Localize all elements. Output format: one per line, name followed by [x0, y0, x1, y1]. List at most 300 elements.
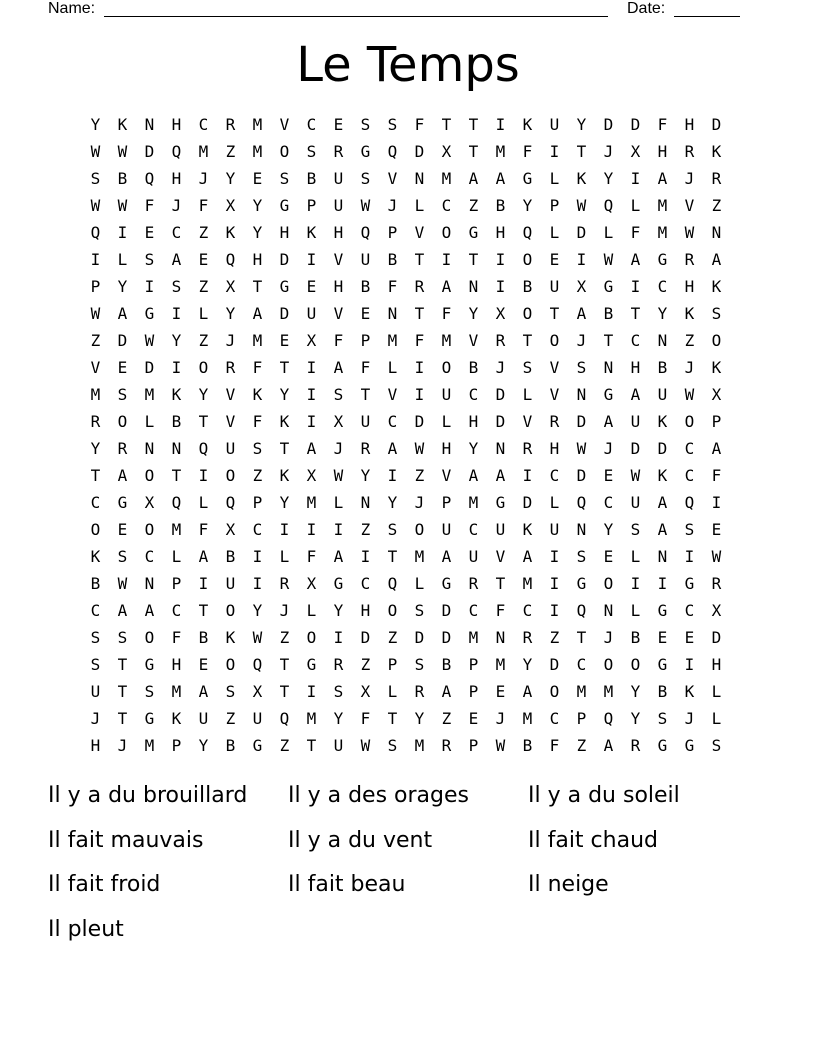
grid-letter[interactable]: Y	[657, 304, 668, 323]
grid-letter[interactable]: U	[333, 196, 344, 215]
grid-letter[interactable]: M	[603, 682, 614, 701]
grid-letter[interactable]: T	[279, 439, 290, 458]
grid-letter[interactable]: U	[225, 574, 236, 593]
grid-letter[interactable]: E	[603, 466, 614, 485]
grid-letter[interactable]: I	[630, 277, 641, 296]
grid-letter[interactable]: N	[657, 331, 668, 350]
grid-letter[interactable]: U	[333, 169, 344, 188]
grid-letter[interactable]: I	[414, 358, 425, 377]
grid-letter[interactable]: R	[279, 574, 290, 593]
grid-letter[interactable]: S	[414, 601, 425, 620]
grid-letter[interactable]: Z	[198, 331, 209, 350]
grid-letter[interactable]: H	[468, 412, 479, 431]
grid-letter[interactable]: Q	[603, 709, 614, 728]
grid-letter[interactable]: I	[252, 547, 263, 566]
grid-letter[interactable]: X	[252, 682, 263, 701]
grid-letter[interactable]: S	[657, 709, 668, 728]
grid-letter[interactable]: S	[333, 682, 344, 701]
grid-letter[interactable]: H	[495, 223, 506, 242]
grid-letter[interactable]: N	[576, 385, 587, 404]
grid-letter[interactable]: I	[495, 277, 506, 296]
grid-letter[interactable]: S	[711, 304, 722, 323]
grid-letter[interactable]: S	[576, 547, 587, 566]
grid-letter[interactable]: P	[90, 277, 101, 296]
grid-letter[interactable]: W	[495, 736, 506, 755]
grid-letter[interactable]: Y	[90, 439, 101, 458]
date-field[interactable]	[674, 16, 740, 17]
grid-letter[interactable]: B	[360, 277, 371, 296]
grid-letter[interactable]: I	[333, 520, 344, 539]
grid-letter[interactable]: O	[441, 223, 452, 242]
grid-letter[interactable]: K	[576, 169, 587, 188]
grid-letter[interactable]: O	[603, 655, 614, 674]
grid-letter[interactable]: J	[387, 196, 398, 215]
grid-letter[interactable]: L	[333, 493, 344, 512]
grid-letter[interactable]: W	[144, 331, 155, 350]
grid-letter[interactable]: S	[117, 547, 128, 566]
grid-letter[interactable]: E	[684, 628, 695, 647]
grid-letter[interactable]: C	[468, 520, 479, 539]
grid-letter[interactable]: Z	[576, 736, 587, 755]
grid-letter[interactable]: R	[414, 682, 425, 701]
grid-letter[interactable]: T	[549, 304, 560, 323]
grid-letter[interactable]: U	[630, 412, 641, 431]
grid-letter[interactable]: U	[225, 439, 236, 458]
grid-letter[interactable]: L	[198, 493, 209, 512]
grid-letter[interactable]: X	[306, 331, 317, 350]
grid-letter[interactable]: P	[171, 574, 182, 593]
grid-letter[interactable]: X	[576, 277, 587, 296]
grid-letter[interactable]: O	[279, 142, 290, 161]
grid-letter[interactable]: I	[684, 655, 695, 674]
grid-letter[interactable]: Z	[90, 331, 101, 350]
grid-letter[interactable]: L	[630, 601, 641, 620]
grid-letter[interactable]: A	[657, 169, 668, 188]
grid-letter[interactable]: G	[252, 736, 263, 755]
grid-letter[interactable]: T	[522, 331, 533, 350]
grid-letter[interactable]: D	[576, 412, 587, 431]
grid-letter[interactable]: L	[711, 709, 722, 728]
grid-letter[interactable]: X	[441, 142, 452, 161]
grid-letter[interactable]: H	[360, 601, 371, 620]
grid-letter[interactable]: H	[684, 277, 695, 296]
grid-letter[interactable]: P	[549, 196, 560, 215]
grid-letter[interactable]: T	[360, 385, 371, 404]
grid-letter[interactable]: R	[90, 412, 101, 431]
grid-letter[interactable]: E	[657, 628, 668, 647]
grid-letter[interactable]: J	[603, 439, 614, 458]
grid-letter[interactable]: J	[684, 169, 695, 188]
grid-letter[interactable]: B	[603, 304, 614, 323]
grid-letter[interactable]: D	[522, 493, 533, 512]
grid-letter[interactable]: N	[360, 493, 371, 512]
grid-letter[interactable]: G	[603, 277, 614, 296]
grid-letter[interactable]: A	[711, 250, 722, 269]
grid-letter[interactable]: M	[468, 493, 479, 512]
grid-letter[interactable]: A	[333, 547, 344, 566]
grid-letter[interactable]: G	[333, 574, 344, 593]
grid-letter[interactable]: T	[387, 709, 398, 728]
grid-letter[interactable]: F	[306, 547, 317, 566]
grid-letter[interactable]: A	[495, 169, 506, 188]
grid-letter[interactable]: Z	[279, 736, 290, 755]
grid-letter[interactable]: R	[117, 439, 128, 458]
grid-letter[interactable]: M	[306, 709, 317, 728]
grid-letter[interactable]: G	[117, 493, 128, 512]
grid-letter[interactable]: W	[360, 196, 371, 215]
grid-letter[interactable]: I	[387, 466, 398, 485]
grid-letter[interactable]: P	[468, 655, 479, 674]
grid-letter[interactable]: N	[171, 439, 182, 458]
grid-letter[interactable]: W	[684, 223, 695, 242]
grid-letter[interactable]: T	[90, 466, 101, 485]
grid-letter[interactable]: L	[279, 547, 290, 566]
grid-letter[interactable]: L	[171, 547, 182, 566]
grid-letter[interactable]: U	[252, 709, 263, 728]
grid-letter[interactable]: E	[468, 709, 479, 728]
grid-letter[interactable]: R	[225, 115, 236, 134]
grid-letter[interactable]: S	[414, 655, 425, 674]
grid-letter[interactable]: M	[576, 682, 587, 701]
grid-letter[interactable]: P	[252, 493, 263, 512]
grid-letter[interactable]: U	[549, 115, 560, 134]
grid-letter[interactable]: B	[171, 412, 182, 431]
grid-letter[interactable]: L	[603, 223, 614, 242]
grid-letter[interactable]: Y	[360, 466, 371, 485]
grid-letter[interactable]: Q	[225, 493, 236, 512]
grid-letter[interactable]: Y	[252, 601, 263, 620]
grid-letter[interactable]: E	[711, 520, 722, 539]
grid-letter[interactable]: G	[495, 493, 506, 512]
grid-letter[interactable]: I	[171, 304, 182, 323]
grid-letter[interactable]: Y	[603, 169, 614, 188]
grid-letter[interactable]: A	[387, 439, 398, 458]
grid-letter[interactable]: K	[306, 223, 317, 242]
grid-letter[interactable]: H	[333, 223, 344, 242]
grid-letter[interactable]: X	[144, 493, 155, 512]
grid-letter[interactable]: I	[522, 466, 533, 485]
grid-letter[interactable]: E	[252, 169, 263, 188]
grid-letter[interactable]: C	[90, 493, 101, 512]
grid-letter[interactable]: P	[576, 709, 587, 728]
grid-letter[interactable]: S	[279, 169, 290, 188]
grid-letter[interactable]: V	[90, 358, 101, 377]
grid-letter[interactable]: E	[360, 304, 371, 323]
grid-letter[interactable]: M	[657, 196, 668, 215]
grid-letter[interactable]: I	[657, 574, 668, 593]
grid-letter[interactable]: C	[684, 439, 695, 458]
grid-letter[interactable]: D	[117, 331, 128, 350]
grid-letter[interactable]: W	[90, 142, 101, 161]
grid-letter[interactable]: G	[684, 574, 695, 593]
grid-letter[interactable]: F	[252, 412, 263, 431]
grid-letter[interactable]: R	[549, 412, 560, 431]
grid-letter[interactable]: T	[603, 331, 614, 350]
grid-letter[interactable]: G	[279, 196, 290, 215]
grid-letter[interactable]: O	[522, 250, 533, 269]
grid-letter[interactable]: I	[333, 628, 344, 647]
grid-letter[interactable]: R	[522, 628, 533, 647]
grid-letter[interactable]: V	[414, 223, 425, 242]
grid-letter[interactable]: D	[360, 628, 371, 647]
grid-letter[interactable]: X	[711, 385, 722, 404]
grid-letter[interactable]: Q	[171, 142, 182, 161]
grid-letter[interactable]: W	[117, 142, 128, 161]
grid-letter[interactable]: T	[198, 601, 209, 620]
grid-letter[interactable]: M	[441, 331, 452, 350]
grid-letter[interactable]: C	[198, 115, 209, 134]
grid-letter[interactable]: B	[225, 547, 236, 566]
grid-letter[interactable]: I	[306, 250, 317, 269]
grid-letter[interactable]: T	[117, 682, 128, 701]
grid-letter[interactable]: I	[441, 250, 452, 269]
grid-letter[interactable]: Y	[171, 331, 182, 350]
grid-letter[interactable]: K	[684, 682, 695, 701]
grid-letter[interactable]: D	[630, 115, 641, 134]
grid-letter[interactable]: R	[711, 169, 722, 188]
grid-letter[interactable]: R	[711, 574, 722, 593]
grid-letter[interactable]: L	[549, 493, 560, 512]
grid-letter[interactable]: H	[90, 736, 101, 755]
grid-letter[interactable]: S	[387, 520, 398, 539]
grid-letter[interactable]: L	[306, 601, 317, 620]
grid-letter[interactable]: F	[144, 196, 155, 215]
grid-letter[interactable]: N	[495, 439, 506, 458]
grid-letter[interactable]: T	[630, 304, 641, 323]
grid-letter[interactable]: D	[144, 142, 155, 161]
grid-letter[interactable]: Y	[252, 196, 263, 215]
grid-letter[interactable]: Q	[144, 169, 155, 188]
grid-letter[interactable]: W	[684, 385, 695, 404]
grid-letter[interactable]: X	[495, 304, 506, 323]
grid-letter[interactable]: A	[117, 466, 128, 485]
grid-letter[interactable]: O	[630, 655, 641, 674]
grid-letter[interactable]: S	[387, 115, 398, 134]
grid-letter[interactable]: Q	[387, 574, 398, 593]
grid-letter[interactable]: C	[468, 385, 479, 404]
grid-letter[interactable]: Q	[576, 601, 587, 620]
grid-letter[interactable]: X	[306, 574, 317, 593]
grid-letter[interactable]: Y	[198, 385, 209, 404]
grid-letter[interactable]: C	[549, 466, 560, 485]
grid-letter[interactable]: I	[549, 574, 560, 593]
grid-letter[interactable]: N	[468, 277, 479, 296]
grid-letter[interactable]: B	[630, 628, 641, 647]
grid-letter[interactable]: G	[657, 655, 668, 674]
grid-letter[interactable]: U	[630, 493, 641, 512]
grid-letter[interactable]: G	[441, 574, 452, 593]
grid-letter[interactable]: M	[198, 142, 209, 161]
grid-letter[interactable]: G	[144, 655, 155, 674]
grid-letter[interactable]: H	[252, 250, 263, 269]
grid-letter[interactable]: X	[711, 601, 722, 620]
grid-letter[interactable]: J	[495, 709, 506, 728]
grid-letter[interactable]: F	[711, 466, 722, 485]
grid-letter[interactable]: C	[657, 277, 668, 296]
grid-letter[interactable]: U	[549, 520, 560, 539]
grid-letter[interactable]: A	[657, 493, 668, 512]
grid-letter[interactable]: A	[306, 439, 317, 458]
grid-letter[interactable]: M	[252, 115, 263, 134]
grid-letter[interactable]: M	[144, 385, 155, 404]
grid-letter[interactable]: Z	[198, 277, 209, 296]
grid-letter[interactable]: J	[684, 358, 695, 377]
grid-letter[interactable]: A	[522, 547, 533, 566]
grid-letter[interactable]: C	[522, 601, 533, 620]
grid-letter[interactable]: O	[549, 682, 560, 701]
grid-letter[interactable]: S	[117, 385, 128, 404]
grid-letter[interactable]: J	[495, 358, 506, 377]
grid-letter[interactable]: D	[576, 466, 587, 485]
grid-letter[interactable]: O	[549, 331, 560, 350]
grid-letter[interactable]: S	[522, 358, 533, 377]
grid-letter[interactable]: G	[360, 142, 371, 161]
grid-letter[interactable]: I	[198, 466, 209, 485]
grid-letter[interactable]: M	[252, 331, 263, 350]
grid-letter[interactable]: S	[711, 736, 722, 755]
grid-letter[interactable]: K	[279, 412, 290, 431]
grid-letter[interactable]: K	[252, 385, 263, 404]
grid-letter[interactable]: M	[90, 385, 101, 404]
grid-letter[interactable]: M	[414, 547, 425, 566]
grid-letter[interactable]: C	[576, 655, 587, 674]
grid-letter[interactable]: K	[657, 466, 668, 485]
grid-letter[interactable]: G	[657, 736, 668, 755]
grid-letter[interactable]: T	[414, 250, 425, 269]
grid-letter[interactable]: B	[522, 736, 533, 755]
grid-letter[interactable]: S	[144, 682, 155, 701]
grid-letter[interactable]: T	[576, 628, 587, 647]
grid-letter[interactable]: D	[711, 628, 722, 647]
grid-letter[interactable]: A	[576, 304, 587, 323]
grid-letter[interactable]: E	[117, 520, 128, 539]
grid-letter[interactable]: Z	[711, 196, 722, 215]
grid-letter[interactable]: X	[306, 466, 317, 485]
grid-letter[interactable]: C	[684, 466, 695, 485]
grid-letter[interactable]: P	[468, 682, 479, 701]
grid-letter[interactable]: W	[90, 304, 101, 323]
grid-letter[interactable]: C	[468, 601, 479, 620]
grid-letter[interactable]: Q	[252, 655, 263, 674]
grid-letter[interactable]: T	[441, 115, 452, 134]
grid-letter[interactable]: V	[549, 358, 560, 377]
grid-letter[interactable]: I	[144, 277, 155, 296]
grid-letter[interactable]: C	[306, 115, 317, 134]
grid-letter[interactable]: W	[576, 196, 587, 215]
grid-letter[interactable]: W	[252, 628, 263, 647]
grid-letter[interactable]: S	[333, 385, 344, 404]
grid-letter[interactable]: N	[603, 601, 614, 620]
grid-letter[interactable]: I	[495, 115, 506, 134]
grid-letter[interactable]: E	[603, 547, 614, 566]
grid-letter[interactable]: X	[225, 520, 236, 539]
grid-letter[interactable]: J	[414, 493, 425, 512]
grid-letter[interactable]: U	[468, 547, 479, 566]
grid-letter[interactable]: B	[198, 628, 209, 647]
grid-letter[interactable]: C	[684, 601, 695, 620]
grid-letter[interactable]: H	[171, 169, 182, 188]
grid-letter[interactable]: D	[441, 628, 452, 647]
grid-letter[interactable]: A	[603, 412, 614, 431]
grid-letter[interactable]: O	[225, 601, 236, 620]
grid-letter[interactable]: J	[90, 709, 101, 728]
grid-letter[interactable]: X	[630, 142, 641, 161]
grid-letter[interactable]: T	[576, 142, 587, 161]
grid-letter[interactable]: C	[441, 196, 452, 215]
grid-letter[interactable]: L	[387, 682, 398, 701]
grid-letter[interactable]: I	[198, 574, 209, 593]
grid-letter[interactable]: Y	[414, 709, 425, 728]
grid-letter[interactable]: Y	[576, 115, 587, 134]
grid-letter[interactable]: U	[90, 682, 101, 701]
grid-letter[interactable]: S	[117, 628, 128, 647]
grid-letter[interactable]: I	[630, 169, 641, 188]
grid-letter[interactable]: K	[171, 709, 182, 728]
grid-letter[interactable]: C	[603, 493, 614, 512]
grid-letter[interactable]: G	[657, 250, 668, 269]
grid-letter[interactable]: Q	[90, 223, 101, 242]
grid-letter[interactable]: I	[576, 250, 587, 269]
grid-letter[interactable]: Z	[225, 142, 236, 161]
grid-letter[interactable]: Q	[603, 196, 614, 215]
grid-letter[interactable]: J	[171, 196, 182, 215]
grid-letter[interactable]: J	[684, 709, 695, 728]
grid-letter[interactable]: R	[684, 142, 695, 161]
grid-letter[interactable]: T	[306, 736, 317, 755]
grid-letter[interactable]: F	[198, 520, 209, 539]
grid-letter[interactable]: I	[306, 385, 317, 404]
grid-letter[interactable]: R	[468, 574, 479, 593]
grid-letter[interactable]: Q	[360, 223, 371, 242]
grid-letter[interactable]: Y	[630, 682, 641, 701]
grid-letter[interactable]: A	[198, 682, 209, 701]
grid-letter[interactable]: B	[441, 655, 452, 674]
grid-letter[interactable]: O	[603, 574, 614, 593]
grid-letter[interactable]: M	[441, 169, 452, 188]
grid-letter[interactable]: F	[333, 331, 344, 350]
grid-letter[interactable]: H	[171, 655, 182, 674]
grid-letter[interactable]: I	[549, 547, 560, 566]
grid-letter[interactable]: K	[279, 466, 290, 485]
grid-letter[interactable]: A	[441, 547, 452, 566]
grid-letter[interactable]: U	[441, 520, 452, 539]
grid-letter[interactable]: S	[90, 655, 101, 674]
grid-letter[interactable]: U	[333, 736, 344, 755]
grid-letter[interactable]: U	[360, 250, 371, 269]
grid-letter[interactable]: P	[441, 493, 452, 512]
grid-letter[interactable]: M	[252, 142, 263, 161]
grid-letter[interactable]: M	[306, 493, 317, 512]
grid-letter[interactable]: A	[171, 250, 182, 269]
grid-letter[interactable]: I	[279, 520, 290, 539]
grid-letter[interactable]: Y	[117, 277, 128, 296]
grid-letter[interactable]: H	[684, 115, 695, 134]
grid-letter[interactable]: O	[144, 520, 155, 539]
grid-letter[interactable]: G	[522, 169, 533, 188]
grid-letter[interactable]: U	[549, 277, 560, 296]
grid-letter[interactable]: U	[657, 385, 668, 404]
grid-letter[interactable]: Z	[252, 466, 263, 485]
grid-letter[interactable]: I	[306, 520, 317, 539]
grid-letter[interactable]: M	[495, 655, 506, 674]
grid-letter[interactable]: X	[333, 412, 344, 431]
grid-letter[interactable]: K	[522, 115, 533, 134]
grid-letter[interactable]: C	[144, 547, 155, 566]
grid-letter[interactable]: V	[522, 412, 533, 431]
grid-letter[interactable]: S	[306, 142, 317, 161]
grid-letter[interactable]: L	[387, 358, 398, 377]
grid-letter[interactable]: P	[387, 223, 398, 242]
